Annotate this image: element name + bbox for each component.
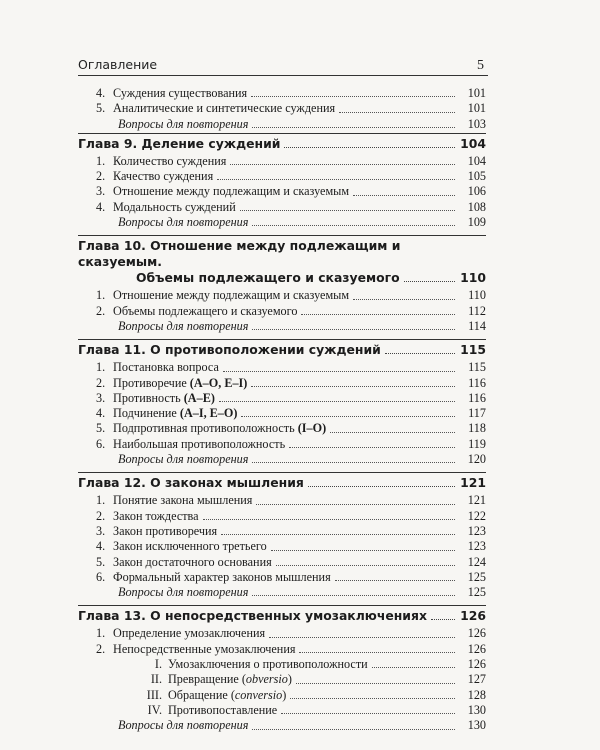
toc-subentry[interactable]: I. Умозаключения о противоположности 126 [154,657,486,672]
chapter-10 [78,235,486,334]
toc-subentry[interactable]: II. Превращение (obversio) 127 [150,672,486,687]
chapter-heading[interactable]: Глава 9. Деление суждений 104 [78,135,486,151]
toc-entry-review[interactable]: Вопросы для повторения 120 [118,452,486,467]
running-head-title: Оглавление [78,57,158,72]
toc-entry-review[interactable]: Вопросы для повторения 103 [118,116,486,131]
toc-entry[interactable]: 4. Модальность суждений 108 [96,199,486,214]
toc-entry[interactable]: 1. Определение умозаключения 126 [96,626,486,641]
table-of-contents [78,86,486,734]
chapter-heading-line1[interactable]: Глава 10. Отношение между подлежащим и сказуемым. [78,238,401,270]
toc-entry[interactable]: 3. Противность (A–E) 116 [96,390,486,405]
toc-entry[interactable]: 1. Понятие закона мышления 121 [96,493,486,508]
toc-entry-review[interactable]: Вопросы для повторения 109 [118,215,486,230]
toc-entry-review[interactable]: Вопросы для повторения 114 [118,318,486,333]
chapter-11 [78,339,486,467]
chapter-heading[interactable]: Глава 11. О противоположении суждений 115 [78,342,486,358]
toc-entry-review[interactable]: Вопросы для повторения 125 [118,585,486,600]
toc-entry[interactable]: 2. Непосредственные умозаключения 126 [96,641,486,656]
toc-entry[interactable]: 2. Объемы подлежащего и сказуемого 112 [96,303,486,318]
running-head [78,57,484,74]
toc-entry[interactable]: 1. Отношение между подлежащим и сказуемым 110 [96,288,486,303]
toc-entry[interactable]: 2. Закон тождества 122 [96,508,486,523]
chapter-heading[interactable]: Глава 12. О законах мышления 121 [78,475,486,491]
chapter-12 [78,472,486,600]
toc-entry[interactable]: 2. Противоречие (A–O, E–I) 116 [96,375,486,390]
page-number: 5 [477,58,484,73]
toc-entry[interactable]: 4. Суждения существования 101 [96,86,486,100]
chapter-13 [78,605,486,733]
header-rule [78,75,488,76]
toc-entry[interactable]: 3. Закон противоречия 123 [96,523,486,538]
toc-subentry[interactable]: III. Обращение (conversio) 128 [146,687,486,702]
toc-entry-review[interactable]: Вопросы для повторения 130 [118,718,486,733]
toc-subentry[interactable]: IV. Противопоставление 130 [147,702,486,717]
toc-entry[interactable]: 4. Подчинение (A–I, E–O) 117 [96,406,486,421]
toc-entry[interactable]: 1. Количество суждения 104 [96,153,486,168]
chapter-heading[interactable]: Объемы подлежащего и сказуемого 110 [136,270,486,286]
toc-entry[interactable]: 6. Формальный характер законов мышления 125 [96,569,486,584]
toc-entry[interactable]: 3. Отношение между подлежащим и сказуемым 106 [96,184,486,199]
toc-entry[interactable]: 5. Аналитические и синтетические суждения 101 [96,101,486,116]
toc-entry[interactable]: 1. Постановка вопроса 115 [96,360,486,375]
toc-entry[interactable]: 4. Закон исключенного третьего 123 [96,539,486,554]
chapter-9 [78,133,486,230]
toc-entry[interactable]: 5. Подпротивная противоположность (I–O) 118 [96,421,486,436]
chapter-heading[interactable]: Глава 13. О непосредственных умозаключениях 126 [78,608,486,624]
toc-entry[interactable]: 5. Закон достаточного основания 124 [96,554,486,569]
toc-entry[interactable]: 2. Качество суждения 105 [96,169,486,184]
toc-entry[interactable]: 6. Наибольшая противоположность 119 [96,436,486,451]
